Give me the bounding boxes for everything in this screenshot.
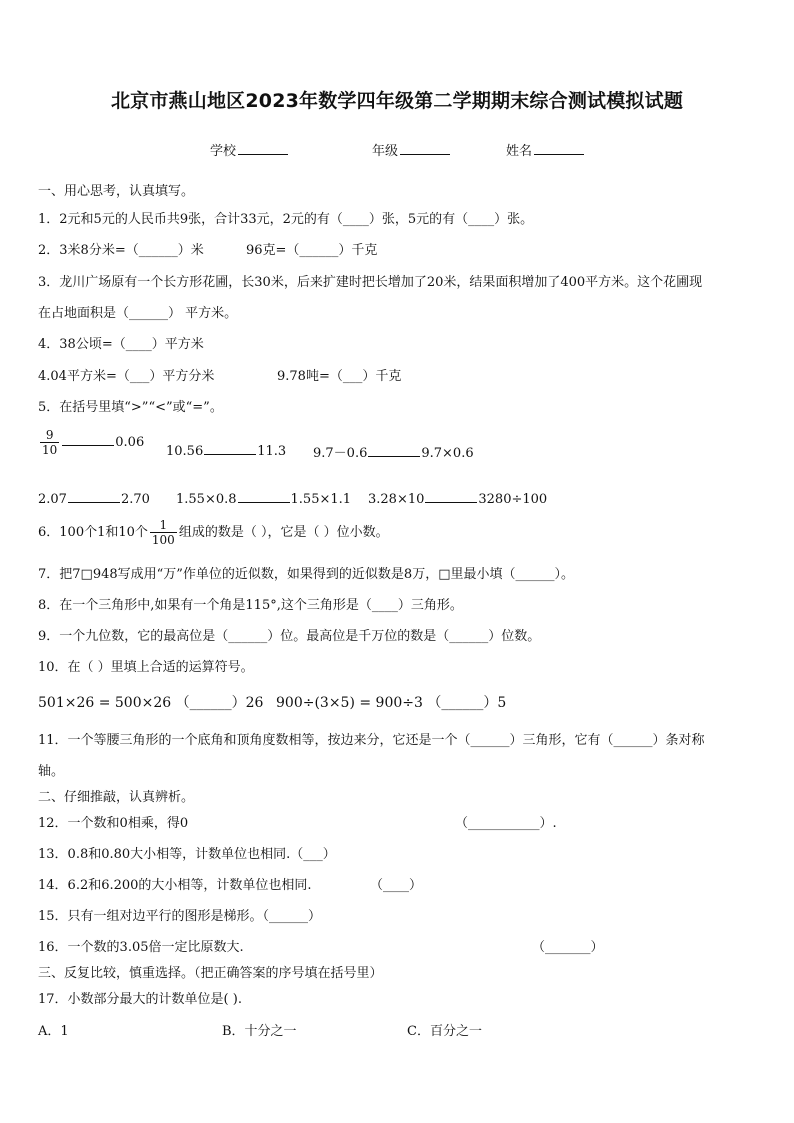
question-12: 12．一个数和0相乘，得0 [38,816,189,831]
question-14: 14．6.2和6.200的大小相等，计数单位也相同. [38,878,312,893]
compare-blank[interactable] [62,433,114,446]
question-12-answer-blank[interactable]: （___________）. [455,816,557,831]
question-4b-mass: 9.78吨=（___）千克 [277,369,402,384]
name-field [506,140,584,159]
question-3-line2: 在占地面积是（______） 平方米。 [38,306,238,321]
option-c[interactable]: C．百分之一 [407,1024,482,1039]
question-1: 1．2元和5元的人民币共9张，合计33元，2元的有（____）张，5元的有（____）张。 [38,212,534,227]
q5-row1-item3: 9.7－0.6 9.7×0.6 [313,446,474,461]
page-title: 北京市燕山地区2023年数学四年级第二学期期末综合测试模拟试题 [110,90,684,112]
question-2b: 96克=（______）千克 [246,243,378,258]
question-17: 17．小数部分最大的计数单位是( ). [38,992,242,1007]
question-11-line2: 轴。 [38,764,65,779]
q5-row2-item2: 1.55×0.8 1.55×1.1 [176,492,352,507]
q5-row1-item1: $\frac{9}{10}$ 0.06 [42,428,145,457]
fraction-nine-tenths: $\frac{9}{10}$ [42,428,58,457]
option-b[interactable]: B．十分之一 [222,1024,297,1039]
question-16: 16．一个数的3.05倍一定比原数大. [38,940,244,955]
question-7: 7．把7□948写成用“万”作单位的近似数，如果得到的近似数是8万，□里最小填（______）。 [38,567,574,582]
question-10a: 501×26 = 500×26 （______）26 [38,695,264,711]
section-3-heading: 三、反复比较，慎重选择。（把正确答案的序号填在括号里） [38,966,383,981]
question-5: 5．在括号里填“>”“<”或“=”。 [38,400,223,415]
q5-row2-item3: 3.28×10 3280÷100 [368,492,548,507]
question-13: 13．0.8和0.80大小相等，计数单位也相同.（___） [38,847,336,862]
grade-blank[interactable] [400,142,450,155]
q5-row1-item2: 10.56 11.3 [166,444,287,459]
grade-field [372,140,450,159]
option-a[interactable]: A．1 [38,1024,69,1039]
question-14-answer-blank[interactable]: （____） [370,878,423,893]
school-field [210,140,288,159]
section-1-heading: 一、用心思考，认真填写。 [38,184,195,199]
q5-row2-item1: 2.07 2.70 [38,492,150,507]
question-6: 6．100个1和10个 $\frac{1}{100}$ 组成的数是（ ），它是（ ）位小数。 [38,518,389,547]
section-2-heading: 二、仔细推敲，认真辨析。 [38,790,195,805]
question-15: 15．只有一组对边平行的图形是梯形。（______） [38,909,322,924]
compare-blank[interactable] [68,490,120,503]
question-16-answer-blank[interactable]: （_______） [532,940,604,955]
question-4b-area: 4.04平方米=（___）平方分米 [38,369,215,384]
question-8: 8．在一个三角形中,如果有一个角是115°,这个三角形是（____）三角形。 [38,598,463,613]
compare-blank[interactable] [368,444,420,457]
grade-label: 年级 [372,144,399,159]
question-2a: 2．3米8分米=（______）米 [38,243,204,258]
compare-blank[interactable] [425,490,477,503]
school-label: 学校 [210,144,237,159]
question-9: 9．一个九位数，它的最高位是（______）位。最高位是千万位的数是（______）位数。 [38,629,541,644]
question-11-line1: 11．一个等腰三角形的一个底角和顶角度数相等，按边来分，它还是一个（______）三角形，它有（______）条对称 [38,733,705,748]
question-4: 4．38公顷=（____）平方米 [38,337,204,352]
question-10b: 900÷(3×5) = 900÷3 （______）5 [276,695,507,711]
fraction-one-hundredth: $\frac{1}{100}$ [151,518,175,547]
school-blank[interactable] [238,142,288,155]
question-10: 10．在（ ）里填上合适的运算符号。 [38,660,254,675]
name-label: 姓名 [506,144,533,159]
compare-blank[interactable] [238,490,290,503]
name-blank[interactable] [534,142,584,155]
compare-blank[interactable] [204,442,256,455]
question-3-line1: 3．龙川广场原有一个长方形花圃，长30米，后来扩建时把长增加了20米，结果面积增加了400平方米。这个花圃现 [38,275,703,290]
